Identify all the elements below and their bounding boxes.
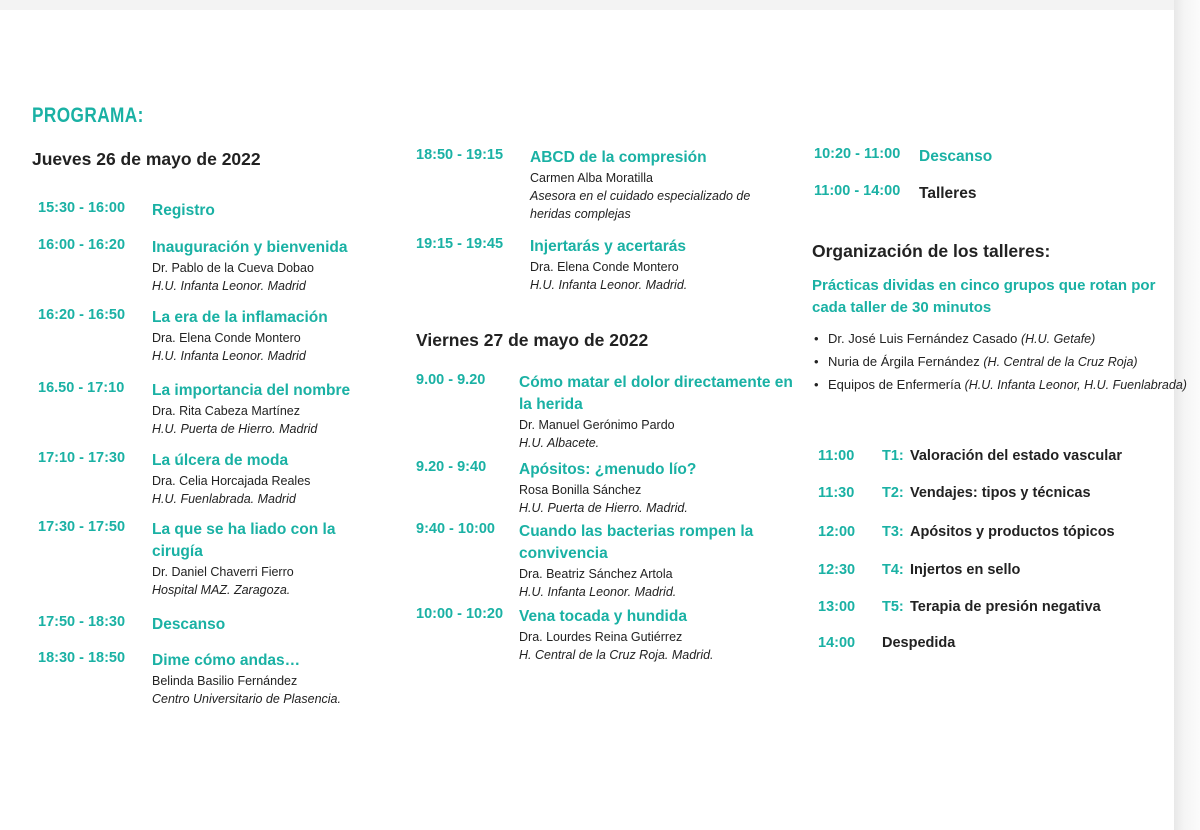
event-time: 17:50 - 18:30: [38, 614, 126, 630]
event-title: Inauguración y bienvenida: [152, 239, 348, 256]
list-item: • Dr. José Luis Fernández Casado (H.U. Getafe): [814, 331, 1096, 346]
event-time: 11:00 - 14:00: [814, 183, 901, 199]
workshop-code: T1:: [882, 448, 904, 464]
event-title: Cuando las bacterias rompen la convivencia: [519, 523, 754, 562]
workshop-time: 12:00: [818, 524, 856, 540]
workshop-label: Despedida: [882, 635, 956, 651]
event-time: 16:20 - 16:50: [38, 307, 126, 323]
workshop-label: Injertos en sello: [910, 562, 1021, 578]
event-item: [38, 450, 378, 508]
event-time: 16:00 - 16:20: [38, 237, 126, 253]
event-speaker: Dra. Celia Horcajada Reales: [152, 474, 311, 488]
list-item: • Equipos de Enfermería (H.U. Infanta Leonor, H.U. Fuenlabrada): [814, 377, 1187, 392]
workshops-heading: Organización de los talleres:: [812, 241, 1051, 261]
event-speaker: Dra. Rita Cabeza Martínez: [152, 404, 300, 418]
workshops-intro: Prácticas dividas en cinco grupos que rotan por cada taller de 30 minutos: [812, 277, 1156, 316]
event-affiliation: H.U. Infanta Leonor. Madrid: [152, 279, 306, 293]
workshop-code: T5:: [882, 599, 904, 615]
event-item: [814, 183, 1174, 205]
event-time: 16.50 - 17:10: [38, 380, 125, 396]
event-affiliation: H.U. Puerta de Hierro. Madrid.: [519, 501, 688, 515]
event-item: [416, 147, 786, 223]
event-time: 9:40 - 10:00: [416, 521, 495, 537]
event-item: [38, 380, 378, 438]
event-item: [38, 237, 378, 295]
event-speaker: Dr. Daniel Chaverri Fierro: [152, 565, 294, 579]
event-title: Vena tocada y hundida: [519, 608, 687, 625]
person-affiliation: (H.U. Infanta Leonor, H.U. Fuenlabrada): [964, 378, 1187, 392]
event-title: La que se ha liado con la cirugía: [152, 521, 336, 560]
event-title: Descanso: [152, 616, 226, 633]
workshop-label: Apósitos y productos tópicos: [910, 524, 1115, 540]
event-title: Dime cómo andas…: [152, 652, 301, 669]
event-item: [38, 614, 378, 636]
event-item: [416, 372, 796, 452]
event-item: [38, 200, 378, 222]
page-edge: [1174, 0, 1200, 830]
event-affiliation: Centro Universitario de Plasencia.: [152, 692, 341, 706]
event-item: [38, 650, 378, 708]
event-title: La era de la inflamación: [152, 309, 328, 326]
program-title: PROGRAMA:: [32, 104, 144, 127]
workshop-code: T2:: [882, 485, 904, 501]
event-affiliation: Asesora en el cuidado especializado de heridas complejas: [530, 189, 751, 221]
workshop-label: Valoración del estado vascular: [910, 448, 1122, 464]
event-title: Talleres: [919, 185, 977, 202]
top-edge: [0, 0, 1200, 10]
event-speaker: Dr. Manuel Gerónimo Pardo: [519, 418, 675, 432]
workshop-code: T4:: [882, 562, 904, 578]
event-speaker: Carmen Alba Moratilla: [530, 171, 653, 185]
person-affiliation: (H.U. Getafe): [1020, 332, 1096, 346]
event-time: 19:15 - 19:45: [416, 236, 504, 252]
day1-heading: Jueves 26 de mayo de 2022: [32, 149, 261, 169]
event-speaker: Dr. Pablo de la Cueva Dobao: [152, 261, 314, 275]
event-affiliation: H.U. Infanta Leonor. Madrid.: [519, 585, 677, 599]
event-speaker: Dra. Beatriz Sánchez Artola: [519, 567, 673, 581]
event-item: [416, 236, 786, 294]
event-title: La importancia del nombre: [152, 382, 351, 399]
event-affiliation: H.U. Puerta de Hierro. Madrid: [152, 422, 318, 436]
workshop-code: T3:: [882, 524, 904, 540]
event-time: 18:30 - 18:50: [38, 650, 126, 666]
event-item: [38, 519, 378, 599]
person-affiliation: (H. Central de la Cruz Roja): [983, 355, 1138, 369]
event-title: La úlcera de moda: [152, 452, 289, 469]
workshop-label: Terapia de presión negativa: [910, 599, 1101, 615]
event-time: 10:00 - 10:20: [416, 606, 504, 622]
event-speaker: Rosa Bonilla Sánchez: [519, 483, 642, 497]
event-affiliation: H. Central de la Cruz Roja. Madrid.: [519, 648, 714, 662]
event-title: Injertarás y acertarás: [530, 238, 686, 255]
workshop-time: 12:30: [818, 562, 856, 578]
event-item: [416, 606, 796, 664]
event-title: Apósitos: ¿menudo lío?: [519, 461, 697, 478]
event-time: 9.00 - 9.20: [416, 372, 486, 388]
event-item: [416, 459, 796, 517]
event-affiliation: Hospital MAZ. Zaragoza.: [152, 583, 291, 597]
event-speaker: Belinda Basilio Fernández: [152, 674, 298, 688]
event-time: 17:30 - 17:50: [38, 519, 126, 535]
person-name: Nuria de Árgila Fernández: [828, 354, 980, 369]
event-time: 10:20 - 11:00: [814, 146, 901, 162]
event-affiliation: H.U. Fuenlabrada. Madrid: [152, 492, 296, 506]
workshop-time: 13:00: [818, 599, 856, 615]
person-name: Equipos de Enfermería: [828, 377, 961, 392]
event-item: [416, 521, 796, 601]
facilitators-list: [812, 329, 1192, 398]
event-item: [38, 307, 378, 365]
event-title: Cómo matar el dolor directamente en la herida: [519, 374, 793, 413]
event-title: Descanso: [919, 148, 993, 165]
event-title: ABCD de la compresión: [530, 149, 707, 166]
event-title: Registro: [152, 202, 215, 219]
event-affiliation: H.U. Albacete.: [519, 436, 600, 450]
event-item: [814, 146, 1174, 168]
event-speaker: Dra. Elena Conde Montero: [530, 260, 679, 274]
workshop-time: 11:00: [818, 448, 855, 464]
event-affiliation: H.U. Infanta Leonor. Madrid.: [530, 278, 688, 292]
event-time: 18:50 - 19:15: [416, 147, 504, 163]
workshop-label: Vendajes: tipos y técnicas: [910, 485, 1091, 501]
day2-heading: Viernes 27 de mayo de 2022: [416, 330, 649, 350]
list-item: • Nuria de Árgila Fernández (H. Central de la Cruz Roja): [814, 354, 1138, 369]
event-time: 15:30 - 16:00: [38, 200, 126, 216]
event-speaker: Dra. Elena Conde Montero: [152, 331, 301, 345]
event-speaker: Dra. Lourdes Reina Gutiérrez: [519, 630, 683, 644]
workshop-time: 14:00: [818, 635, 856, 651]
event-time: 9.20 - 9:40: [416, 459, 487, 475]
event-time: 17:10 - 17:30: [38, 450, 126, 466]
event-affiliation: H.U. Infanta Leonor. Madrid: [152, 349, 306, 363]
person-name: Dr. José Luis Fernández Casado: [828, 331, 1018, 346]
workshop-time: 11:30: [818, 485, 855, 501]
